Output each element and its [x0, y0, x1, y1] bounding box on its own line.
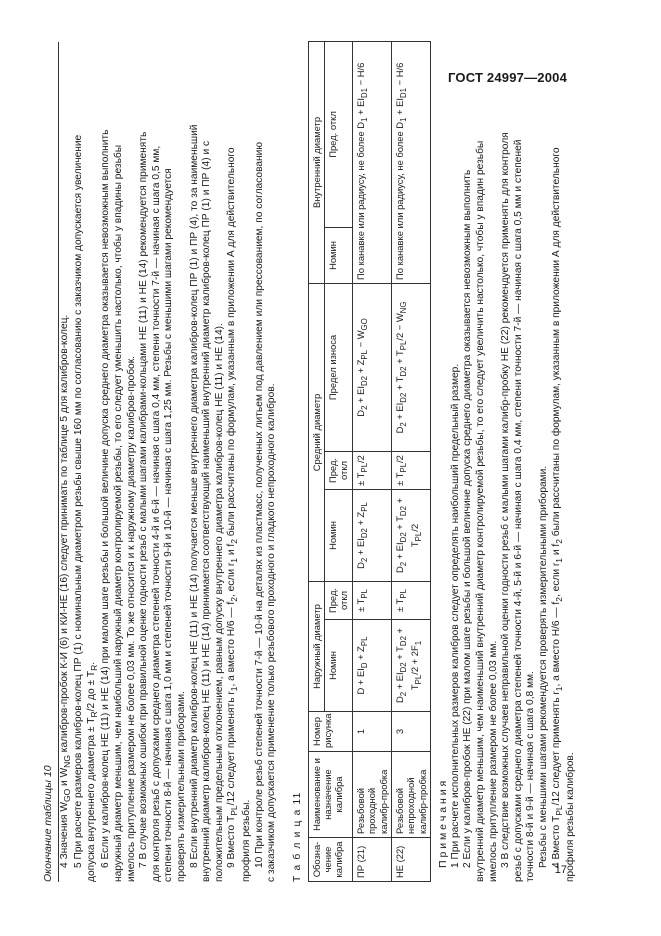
note-line: внутренний диаметр калибров-колец НЕ (11) и НЕ (14) принимается соответствующий наименьший внутренний диаметр калибров-колец ПР (1) и ПР (4) и с: [201, 140, 213, 882]
note-line: 7 В случае возможных ошибок при правильной оценке годности резьб с малыми шагами калибрами-кольцами НЕ (11) и НЕ (14) рекомендуется применять: [138, 131, 150, 868]
rotated-page-content: [42, 42, 602, 882]
cell-mean-dev: ± $T_{PL}/2$: [352, 451, 391, 489]
cell-mean-nom: $D_2 + EI_{D2} + T_{D2} + T_{PL}/2$: [392, 489, 431, 581]
col-inner-dev: Пред. откл: [325, 41, 353, 227]
col-figure: Номер рисунка: [308, 712, 352, 752]
cell-inner: По канавке или радиусу, не более $D_1 + EI_{D1} - H/6$: [352, 41, 391, 283]
cell-mean-wear: $D_2 + EI_{D2} + T_{D2} + T_{PL}/2 - W_{NG}$: [392, 283, 431, 451]
col-inner-nom: Номин: [325, 227, 353, 283]
cell-mean-nom: $D_2 + EI_{D2} + Z_{PL}$: [352, 489, 391, 581]
table-row: [352, 41, 391, 881]
cell-figure: 3: [392, 712, 431, 752]
note-line: внутренний диаметр меньшим, чем наименьший внутренний диаметр контролируемой резьбы, то его следует увеличить настолько, чтобы у впадин резьбы: [475, 140, 487, 882]
cell-name: Резьбовой проходной калибр-пробка: [352, 752, 391, 838]
cell-outer-dev: ± $T_{PL}$: [352, 581, 391, 619]
col-name: Наименование и назначение калибра: [308, 752, 352, 838]
note-line: профиля резьбы.: [241, 799, 252, 882]
note-line: степени точности 8-й — начиная с шага 1,0 мм и степеней точности 9-й и 10-й — начиная с шага 1,25 мм. Резьбы с меньшими шагами рекомендуется: [163, 168, 175, 882]
table10-end-title: Окончание таблицы 10: [42, 765, 54, 882]
col-mean: Средний диаметр: [308, 283, 324, 581]
note-line: 9 Вместо $T_{PL}/12$ следует применять $r_1$, а вместо H/6 — $f_2$, если $r_1$ и $f_2$ были рассчитаны по формулам, указанным в приложении А для действительного: [226, 147, 240, 868]
table-row: [392, 41, 431, 881]
note-line: Резьбы с меньшими шагами рекомендуется проверять измерительными приборами.: [538, 465, 549, 868]
note-line: 5 При расчете размеров калибров-колец ПР (1) с номинальным диаметром резьбы свыше 160 мм по согласованию с заказчиком допускается увеличение: [73, 134, 85, 868]
note-line: 4 Вместо $T_{PL}/12$ следует применять $r_1$, а вместо H/6 — $f_2$, если $r_1$ и $f_2$ были рассчитаны по формулам, указанным в приложении А для действительного: [550, 147, 564, 868]
table10-end-section: [42, 42, 279, 882]
note-line: 3 В следствие возможных случаев неправильной оценки годности резьб с малыми шагами калибр-пробку НЕ (22) рекомендуется применять для контроля: [500, 132, 512, 868]
notes-title: П р и м е ч а н и я: [437, 780, 450, 868]
note-line: профиля резьбы калибров.: [565, 752, 577, 882]
cell-designation: НЕ (22): [392, 838, 431, 882]
col-outer: Наружный диаметр: [308, 581, 324, 711]
table11-caption: Т а б л и ц а 11: [292, 791, 303, 882]
note-line: проверять измерительными приборами.: [176, 691, 187, 882]
note-line: наружный диаметр меньшим, чем наибольший наружный диаметр контролируемой резьбы, то его следует уменьшить настолько, чтобы у впадины резьбы: [113, 144, 125, 882]
note-line: положительным предельным отклонением, равным допуску внутреннего диаметра калибров-колец НЕ (11) и НЕ (14).: [213, 323, 225, 882]
note-line: 6 Если у калибров-колец НЕ (11) и НЕ (14) при малом шаге резьбы и большой величине допуска среднего диаметра оказывается невозможным выполнить: [100, 129, 112, 868]
note-line: для контроля резьб с допусками среднего диаметра степеней точности 4-й и 6-й — начиная с шага 0,4 мм, степени точности 7-й — начиная с шага 0,5 мм,: [150, 145, 162, 882]
col-mean-dev: Пред. откл: [325, 451, 353, 489]
note-line: имелось притупление размером не более 0,03 мм.: [487, 640, 499, 882]
note-line: допуска внутреннего диаметра ± $T_R/2$ до ± $T_R$.: [85, 661, 99, 882]
cell-mean-dev: ± $T_{PL}/2$: [392, 451, 431, 489]
standard-code: ГОСТ 24997—2004: [448, 70, 567, 85]
cell-designation: ПР (21): [352, 838, 391, 882]
table11-notes: [437, 42, 578, 882]
note-line: резьб с допусками среднего диаметра степеней точности 4-й, 5-й и 6-й — начиная с шага 0,4 мм, степени точности 7-й — начиная с шага 0,5 мм и степеней: [512, 139, 524, 882]
cell-outer-nom: $D_2 + EI_{D2} + T_{D2} + T_{PL}/2 + 2F_1$: [392, 620, 431, 712]
cell-figure: 1: [352, 712, 391, 752]
col-outer-nom: Номин: [325, 620, 353, 712]
note-line: 1 При расчете исполнительных размеров калибров следует определять наибольший предельный размер.: [449, 363, 461, 868]
cell-name: Резьбовой непроходной калибр-пробка: [392, 752, 431, 838]
cell-outer-dev: ± $T_{PL}$: [392, 581, 431, 619]
col-designation: Обозна-чение калибра: [308, 838, 352, 882]
note-line: с заказчиком допускается применение только резьбового проходного и гладкого непроходного калибров.: [266, 383, 278, 882]
col-mean-nom: Номин: [325, 489, 353, 581]
note-line: 8 Если внутренний диаметр калибров-колец НЕ (11) и НЕ (14) получается меньше внутреннего диаметра калибров-колец ПР (1) и ПР (4), то за наименьший: [188, 124, 200, 868]
page-number: 17: [554, 864, 567, 876]
note-line: имелось притупление размером не более 0,03 мм. То же относится и к наружному диаметру калибров-пробок.: [125, 355, 137, 882]
table-header-row: [308, 41, 324, 881]
note-line: 4 Значения $W_{GO}$ и $W_{NG}$ калибров-пробок К-И (6) и КИ-НЕ (16) следует принимать по таблице 5 для калибров-колец.: [58, 314, 72, 868]
cell-outer-nom: $D + EI_D + Z_{PL}$: [352, 620, 391, 712]
table10-notes: [59, 42, 279, 882]
col-outer-dev: Пред. откл: [325, 581, 353, 619]
col-inner: Внутренний диаметр: [308, 41, 324, 283]
table11-section: [292, 42, 578, 882]
table11: [308, 41, 432, 882]
note-line: 10 При контроле резьб степеней точности 7-й — 10-й на деталях из пластмасс, полученных литьем под давлением или прессованием, по согласованию: [253, 141, 265, 868]
cell-inner: По канавке или радиусу, не более $D_1 + EI_{D1} - H/6$: [392, 41, 431, 283]
note-line: 2 Если у калибров-пробок НЕ (22) при малом шаге резьбы и большой величине допуска среднего диаметра оказывается невозможным выполнить: [462, 169, 474, 868]
col-mean-wear: Предел износа: [325, 283, 353, 451]
note-line: точности 8-й и 9-й — начиная с шага 0,8 мм.: [525, 671, 537, 882]
cell-mean-wear: $D_2 + EI_{D2} + Z_{PL} - W_{GO}$: [352, 283, 391, 451]
